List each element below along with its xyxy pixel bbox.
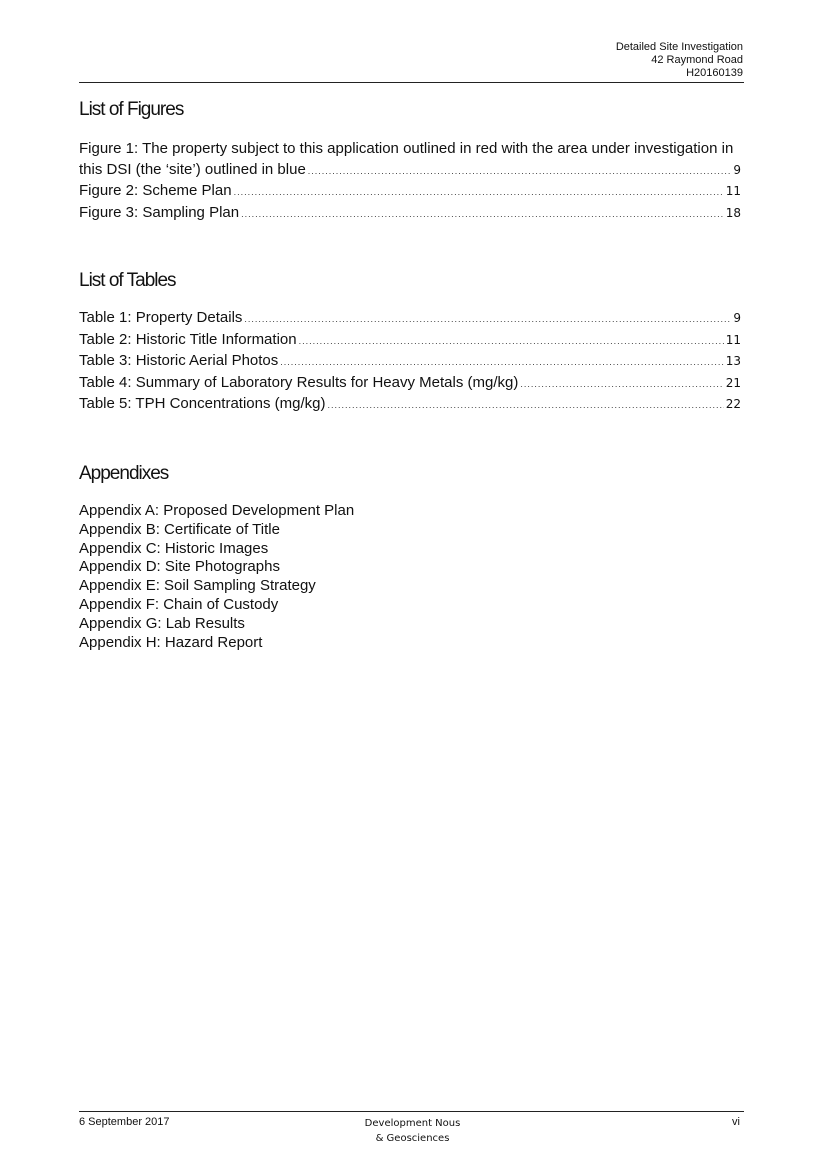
header-address: 42 Raymond Road <box>651 54 743 66</box>
toc-table-1[interactable] <box>79 308 741 330</box>
toc-figure-2[interactable] <box>79 181 741 203</box>
footer-company-line2: & Geosciences <box>375 1133 450 1144</box>
toc-label: Table 4: Summary of Laboratory Results for Heavy Metals (mg/kg) <box>79 373 519 391</box>
toc-page-number: 11 <box>725 332 741 347</box>
dot-leader <box>520 374 723 395</box>
header-project-number: H20160139 <box>686 67 743 79</box>
appendixes-heading: Appendixes <box>79 463 169 484</box>
toc-page-number: 22 <box>725 397 741 411</box>
appendix-item-e: Appendix E: Soil Sampling Strategy <box>79 577 316 595</box>
toc-label: Table 3: Historic Aerial Photos <box>79 352 279 369</box>
dot-leader <box>241 204 724 225</box>
dot-leader <box>308 161 732 182</box>
appendix-item-f: Appendix F: Chain of Custody <box>79 595 279 613</box>
footer-company <box>340 1116 485 1146</box>
appendix-item-a: Appendix A: Proposed Development Plan <box>79 502 355 519</box>
toc-figure-1-line1[interactable]: Figure 1: The property subject to this application outlined in red with the area under investigation in <box>79 140 734 157</box>
dot-leader <box>244 309 731 330</box>
toc-table-5[interactable] <box>79 394 741 416</box>
toc-label: Figure 2: Scheme Plan <box>79 182 232 199</box>
toc-figure-3[interactable] <box>79 203 741 225</box>
dot-leader <box>234 182 724 203</box>
figures-list <box>79 139 741 224</box>
toc-page-number: 9 <box>733 311 741 325</box>
toc-label: Figure 3: Sampling Plan <box>79 203 240 221</box>
toc-label: this DSI (the ‘site’) outlined in blue <box>79 160 306 178</box>
footer-date: 6 September 2017 <box>79 1116 170 1128</box>
dot-leader <box>280 352 723 373</box>
toc-page-number: 13 <box>725 354 741 368</box>
toc-label: Table 1: Property Details <box>79 309 243 326</box>
tables-list <box>79 308 741 416</box>
page-header <box>616 41 743 80</box>
footer-divider <box>79 1111 744 1112</box>
header-document-title: Detailed Site Investigation <box>615 41 743 53</box>
toc-table-4[interactable] <box>79 373 741 395</box>
appendix-item-h: Appendix H: Hazard Report <box>79 633 263 651</box>
toc-page-number: 11 <box>725 184 741 198</box>
dot-leader <box>328 395 724 416</box>
appendix-item-d: Appendix D: Site Photographs <box>79 558 280 576</box>
tables-heading: List of Tables <box>79 270 176 291</box>
figures-heading: List of Figures <box>79 99 184 120</box>
appendixes-list <box>79 502 354 652</box>
footer-company-line1: Development Nous <box>364 1118 461 1129</box>
footer-page-number: vi <box>732 1116 740 1128</box>
toc-label: Table 5: TPH Concentrations (mg/kg) <box>79 395 326 412</box>
toc-table-3[interactable] <box>79 351 741 373</box>
dot-leader <box>299 331 724 352</box>
toc-label: Table 2: Historic Title Information <box>79 330 297 348</box>
appendix-item-c: Appendix C: Historic Images <box>79 539 269 557</box>
toc-page-number: 9 <box>733 162 741 177</box>
header-divider <box>79 82 744 83</box>
appendix-item-g: Appendix G: Lab Results <box>79 614 245 632</box>
toc-table-2[interactable] <box>79 330 741 352</box>
toc-page-number: 21 <box>725 375 741 390</box>
appendix-item-b: Appendix B: Certificate of Title <box>79 520 280 538</box>
toc-page-number: 18 <box>725 205 741 220</box>
toc-figure-1[interactable] <box>79 160 741 182</box>
